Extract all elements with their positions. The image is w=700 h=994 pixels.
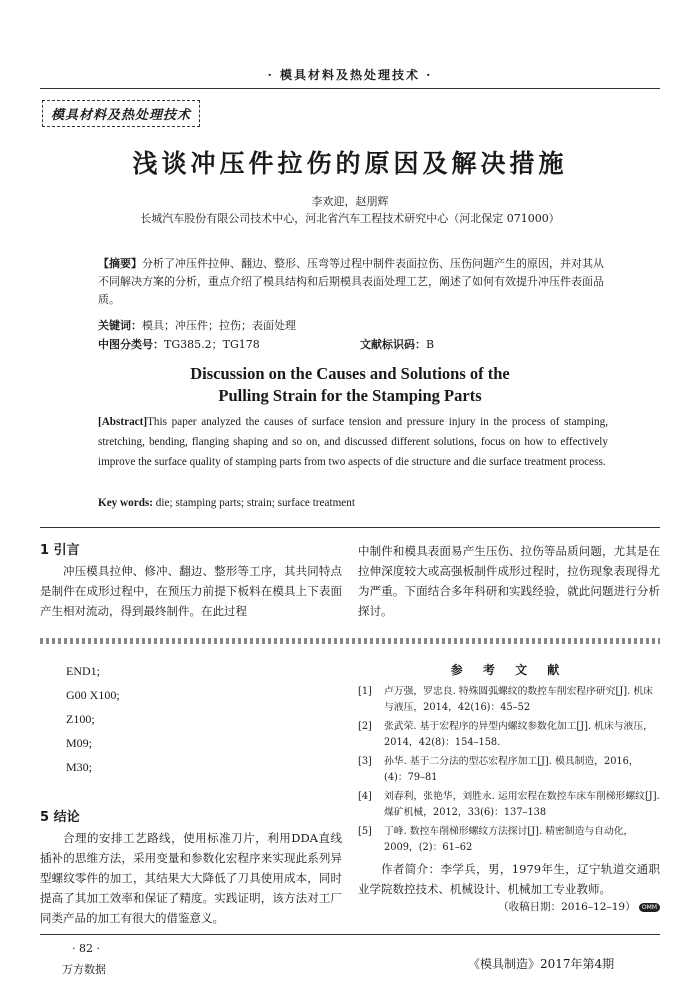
- reference-text: 卢万强，罗忠良. 特殊圆弧螺纹的数控车削宏程序研究[J]. 机床与液压，2014，42(16)：45–52: [384, 686, 653, 713]
- reference-item: [358, 789, 660, 821]
- running-header: · 模具材料及热处理技术 ·: [267, 68, 433, 82]
- reference-item: [358, 824, 660, 856]
- reference-text: 刘春利，张艳华，刘胜永. 运用宏程在数控车床车削梯形螺纹[J]. 煤矿机械，2012，33(6)：137–138: [384, 791, 660, 818]
- header-rule: [40, 88, 660, 89]
- abstract-zh-text: 分析了冲压件拉伸、翻边、整形、压弯等过程中制件表面拉伤、压伤问题产生的原因，并对其从不同解决方案的分析，重点介绍了模具结构和后期模具表面处理工艺，阐述了如何有效提升冲压件表面品质。: [98, 257, 604, 306]
- page-title: 浅谈冲压件拉伤的原因及解决措施: [132, 149, 568, 178]
- reference-text: 孙华. 基于二分法的型芯宏程序加工[J]. 模具制造，2016，(4)：79–81: [384, 756, 639, 783]
- section-tag: 模具材料及热处理技术: [42, 100, 200, 127]
- abstract-en: [98, 412, 608, 472]
- keywords-zh: [98, 317, 296, 333]
- journal-citation: 《模具制造》2017年第4期: [468, 957, 615, 971]
- conclusion-paragraph: 合理的安排工艺路线，使用标准刀片，利用DDA直线插补的思维方法，采用变量和参数化宏程序来实现此系列异型螺纹零件的加工，其结果大大降低了刀具使用成本，同时提高了其加工效率和保证了精度。实践证明，该方法对工厂同类产品的加工有很大的借鉴意义。: [40, 831, 342, 925]
- received-date-text: （收稿日期：2016–12–19）: [498, 901, 636, 913]
- reference-number: [5]: [358, 826, 372, 837]
- reference-text: 张武荣. 基于宏程序的异型内螺纹参数化加工[J]. 机床与液压，2014，42(8)：154–158.: [384, 721, 653, 748]
- english-title: [0, 363, 700, 407]
- affiliation: 长城汽车股份有限公司技术中心，河北省汽车工程技术研究中心（河北保定 071000）: [140, 212, 560, 225]
- code-line: END1;: [66, 664, 100, 678]
- intro-right-column: [358, 541, 660, 621]
- keywords-en-text: die; stamping parts; strain; surface treatment: [153, 497, 355, 509]
- references-title: 参 考 文 献: [450, 663, 568, 677]
- doc-code: [360, 336, 434, 352]
- authors: 李欢迎，赵朋辉: [311, 195, 389, 208]
- classification: [98, 336, 606, 352]
- reference-number: [4]: [358, 791, 372, 802]
- code-line: M30;: [66, 760, 93, 774]
- reference-number: [3]: [358, 756, 372, 767]
- abstract-en-label: [Abstract]: [98, 416, 148, 428]
- code-line: G00 X100;: [66, 688, 120, 702]
- classification-value: TG385.2；TG178: [164, 338, 260, 351]
- conclusion-column: [40, 808, 342, 928]
- section-separator: [40, 638, 660, 644]
- reference-item: [358, 684, 660, 716]
- page-number: · 82 ·: [72, 942, 100, 955]
- doc-code-label: 文献标识码：: [360, 338, 426, 351]
- omm-badge: OMM: [639, 903, 660, 912]
- reference-item: [358, 754, 660, 786]
- database-watermark: 万方数据: [62, 963, 106, 976]
- reference-item: [358, 719, 660, 751]
- references-list: [358, 684, 660, 856]
- english-title-line1: Discussion on the Causes and Solutions of the: [190, 364, 510, 383]
- references-column: [358, 661, 660, 914]
- conclusion-heading: 5 结论: [40, 810, 80, 825]
- received-date: [358, 899, 660, 914]
- code-line: M09;: [66, 736, 93, 750]
- abstract-rule: [40, 527, 660, 528]
- abstract-en-text: This paper analyzed the causes of surface tension and pressure injury in the process of stamping, stretching, bending, flanging shaping and so on, and discussed different solutions, focus on how to effectively improve the surface quality of stamping parts from two aspects of die structure and die surface treatment process.: [98, 416, 608, 468]
- doc-code-value: B: [426, 338, 435, 351]
- code-line: Z100;: [66, 712, 95, 726]
- abstract-zh: [98, 255, 606, 309]
- intro-heading: 1 引言: [40, 543, 80, 558]
- keywords-zh-text: 模具；冲压件；拉伤；表面处理: [142, 319, 296, 332]
- keywords-en: [98, 497, 355, 509]
- intro-paragraph-1: 冲压模具拉伸、修冲、翻边、整形等工序，其共同特点是制件在成形过程中，在预压力前提下板料在模具上下表面产生相对流动，得到最终制件。在此过程: [40, 564, 342, 618]
- reference-text: 丁峰. 数控车削梯形螺纹方法探讨[J]. 精密制造与自动化，2009，(2)：61–62: [384, 826, 634, 853]
- keywords-en-label: Key words:: [98, 497, 153, 509]
- english-title-line2: Pulling Strain for the Stamping Parts: [218, 386, 482, 405]
- classification-label: 中图分类号：: [98, 338, 164, 351]
- abstract-zh-label: 【摘要】: [98, 257, 142, 270]
- intro-left-column: [40, 541, 342, 621]
- code-block: [66, 659, 336, 779]
- reference-number: [1]: [358, 686, 372, 697]
- footer-rule: [40, 934, 660, 935]
- author-bio: 作者简介：李学兵，男，1979年生，辽宁轨道交通职业学院数控技术、机械设计、机械加工专业教师。: [358, 862, 660, 896]
- keywords-zh-label: 关键词：: [98, 319, 142, 332]
- intro-paragraph-2: 中制件和模具表面易产生压伤、拉伤等品质问题，尤其是在拉伸深度较大或高强板制件成形过程时，拉伤现象表现得尤为严重。下面结合多年科研和实践经验，就此问题进行分析探讨。: [358, 544, 660, 618]
- reference-number: [2]: [358, 721, 372, 732]
